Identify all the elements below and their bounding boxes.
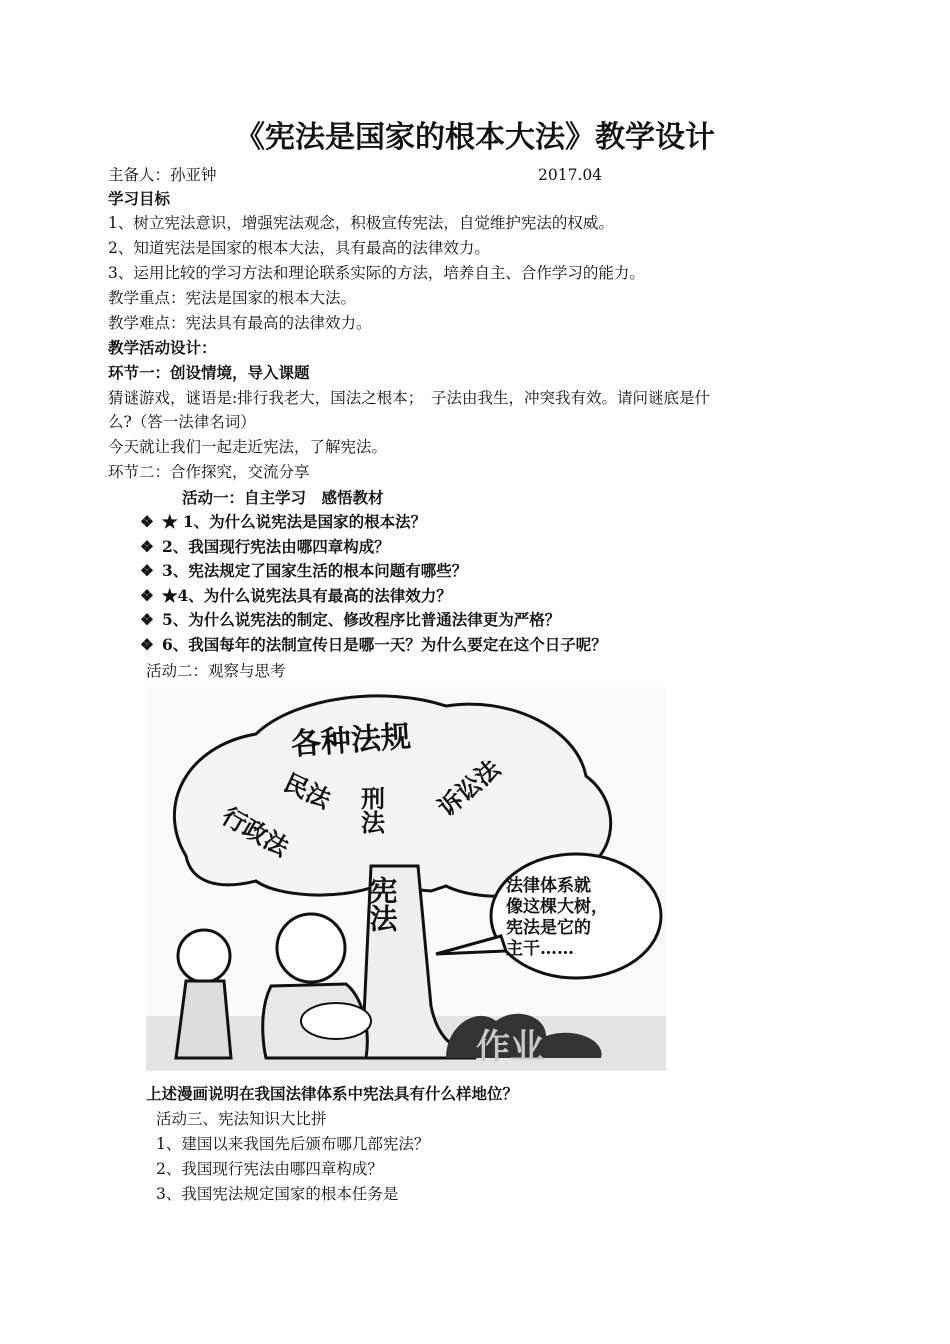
law-tree-cartoon — [146, 686, 666, 1071]
law-label: 行政法 — [217, 801, 294, 863]
activity1-heading: 活动一：自主学习 感悟教材 — [182, 488, 384, 507]
speech-line: 法律体系就 — [506, 876, 591, 896]
question-item: ❖ 5、为什么说宪法的制定、修改程序比普通法律更为严格？ — [140, 610, 561, 629]
diamond-bullet-icon: ❖ — [140, 561, 154, 580]
key-point: 教学重点：宪法是国家的根本大法。 — [108, 289, 357, 307]
law-label: 刑法 — [356, 786, 386, 834]
objectives-heading: 学习目标 — [108, 189, 171, 208]
law-label: 诉讼法 — [431, 753, 506, 823]
cartoon-question: 上述漫画说明在我国法律体系中宪法具有什么样地位？ — [146, 1084, 519, 1103]
objective-item: 3、运用比较的学习方法和理论联系实际的方法，培养自主、合作学习的能力。 — [108, 264, 645, 282]
speech-line: 像这棵大树， — [506, 897, 608, 917]
objective-item: 2、知道宪法是国家的根本大法，具有最高的法律效力。 — [108, 239, 490, 257]
intro-text: 今天就让我们一起走近宪法，了解宪法。 — [108, 438, 388, 456]
watermark: 作业 — [476, 1027, 544, 1067]
question-item: ❖ ★4、为什么说宪法具有最高的法律效力？ — [140, 586, 452, 605]
question-item: ❖ 2、我国现行宪法由哪四章构成？ — [140, 537, 390, 556]
quiz-item: 2、我国现行宪法由哪四章构成？ — [156, 1160, 383, 1178]
speech-line: 宪法是它的 — [506, 918, 591, 938]
diamond-bullet-icon: ❖ — [140, 512, 154, 531]
riddle-text-cont: 么?（答一法律名词） — [108, 413, 256, 431]
diamond-bullet-icon: ❖ — [140, 537, 154, 556]
date: 2017.04 — [538, 166, 603, 184]
design-heading: 教学活动设计： — [108, 338, 217, 357]
diamond-bullet-icon: ❖ — [140, 586, 154, 605]
speech-line: 主干…… — [506, 939, 574, 959]
canopy-title: 各种法规 — [289, 719, 412, 763]
riddle-text: 猜谜游戏，谜语是:排行我老大，国法之根本； 子法由我生，冲突我有效。请问谜底是什 — [108, 389, 710, 407]
objective-item: 1、树立宪法意识，增强宪法观念，积极宣传宪法，自觉维护宪法的权威。 — [108, 214, 614, 232]
activity3-heading: 活动三、宪法知识大比拼 — [156, 1110, 327, 1128]
diamond-bullet-icon: ❖ — [140, 610, 154, 629]
difficult-point: 教学难点：宪法具有最高的法律效力。 — [108, 314, 372, 332]
trunk-label: 宪法 — [365, 876, 399, 932]
question-item: ❖ 6、我国每年的法制宣传日是哪一天？为什么要定在这个日子呢？ — [140, 635, 607, 654]
document-title: 《宪法是国家的根本大法》教学设计 — [235, 120, 715, 155]
step2-heading: 环节二：合作探究，交流分享 — [108, 463, 310, 481]
question-item: ❖ 3、宪法规定了国家生活的根本问题有哪些？ — [140, 561, 468, 580]
quiz-item: 1、建国以来我国先后颁布哪几部宪法？ — [156, 1135, 430, 1153]
activity2-heading: 活动二：观察与思考 — [146, 662, 286, 680]
diamond-bullet-icon: ❖ — [140, 635, 154, 654]
question-item: ❖ ★ 1、为什么说宪法是国家的根本法？ — [140, 512, 427, 531]
step1-heading: 环节一：创设情境，导入课题 — [108, 363, 310, 382]
quiz-item: 3、我国宪法规定国家的根本任务是 — [156, 1185, 399, 1203]
author-line: 主备人：孙亚钟 — [108, 166, 217, 184]
law-label: 民法 — [279, 767, 336, 815]
